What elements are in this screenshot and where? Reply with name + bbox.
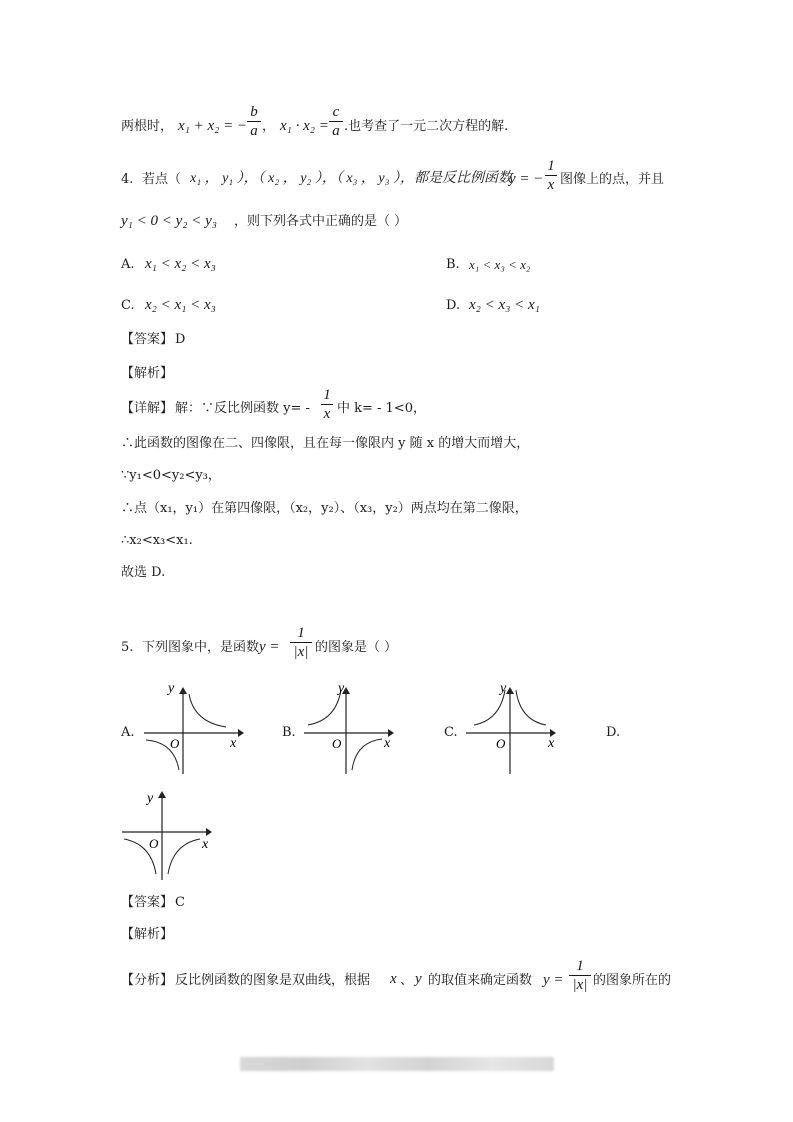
q4-option-a-label: A. xyxy=(121,257,135,272)
q5-fenxi-b: 的取值来确定函数 xyxy=(428,973,533,988)
footer-watermark xyxy=(240,1057,554,1071)
q5-fenxi-sep: 、 xyxy=(400,973,414,988)
q4-function-lhs: y = − xyxy=(509,171,544,187)
q4-points: x₁ ， y₁ ），（ x₂ ， y₂ ），（ x₃ ， y₃ ），都是反比例函数 xyxy=(190,171,512,186)
q5-fenxi-x: x xyxy=(390,971,397,987)
q4-answer-tag: 【答案】 xyxy=(121,332,174,347)
q5-number: 5. xyxy=(121,640,134,655)
graph-a-origin: O xyxy=(170,736,180,751)
q4-function-fraction: 1 x xyxy=(545,158,557,193)
comma: ， xyxy=(262,119,276,134)
graph-c-label: C. xyxy=(444,725,458,740)
q4-option-d-label: D. xyxy=(446,298,461,313)
graph-c xyxy=(462,680,572,775)
fraction-c-over-a: c a xyxy=(329,104,343,139)
q4-detail-b: 中 k= - 1<0， xyxy=(337,401,426,416)
graph-a xyxy=(140,680,250,775)
graph-c-x-label: x xyxy=(548,736,555,751)
line1-suffix: .也考查了一元二次方程的解. xyxy=(344,119,509,134)
q5-fenxi-fraction: 1 |x| xyxy=(569,958,591,993)
q4-line3: ∵y₁<0<y₂<y₃， xyxy=(121,468,221,483)
line1-prefix: 两根时， xyxy=(121,119,174,134)
q4-number: 4. xyxy=(121,172,134,187)
q5-fenxi-c: 的图象所在的 xyxy=(593,973,672,988)
q5-stem-b: 的图象是（ ） xyxy=(315,640,398,655)
q4-detail-fraction: 1 x xyxy=(321,387,333,422)
q4-condition: y₁ < 0 < y₂ < y₃ xyxy=(121,213,217,229)
graph-a-y-label: y xyxy=(168,681,175,696)
q4-option-d: x₂ < x₃ < x₁ xyxy=(469,297,540,313)
q4-stem-a: 若点（ xyxy=(142,172,182,187)
q4-line4: ∴点（x₁，y₁）在第四像限，（x₂，y₂）、（x₃，y₂）两点均在第二像限， xyxy=(121,501,528,516)
q5-answer-tag: 【答案】 xyxy=(121,895,174,910)
graph-b-x-label: x xyxy=(384,736,391,751)
q5-function-fraction: 1 |x| xyxy=(290,625,312,660)
q5-fenxi-y: y xyxy=(415,971,422,987)
graph-d-x-label: x xyxy=(202,837,209,852)
q4-line2: ∴此函数的图像在二、四像限，且在每一像限内 y 随 x 的增大而增大， xyxy=(121,436,530,451)
graph-d-label: D. xyxy=(606,725,621,740)
q5-fenxi-a: 反比例函数的图象是双曲线，根据 xyxy=(175,973,371,988)
graph-a-x-label: x xyxy=(230,736,237,751)
graph-a-label: A. xyxy=(121,725,135,740)
q4-analysis-tag: 【解析】 xyxy=(121,366,174,381)
q4-detail-tag: 【详解】 xyxy=(121,401,174,416)
q4-option-c: x₂ < x₁ < x₃ xyxy=(145,297,216,313)
graph-c-y-label: y xyxy=(500,681,507,696)
graph-b-label: B. xyxy=(282,725,296,740)
q4-answer: D xyxy=(175,332,186,347)
graph-b-y-label: y xyxy=(338,681,345,696)
q4-option-c-label: C. xyxy=(121,298,135,313)
q5-analysis-tag: 【解析】 xyxy=(121,927,174,942)
q4-line6: 故选 D. xyxy=(121,565,166,580)
product-expression: x₁ · x₂ = xyxy=(280,118,329,134)
graph-d xyxy=(118,786,228,881)
graph-d-origin: O xyxy=(149,836,159,851)
q4-option-a: x₁ < x₂ < x₃ xyxy=(145,256,216,272)
q5-answer: C xyxy=(175,895,185,910)
graph-c-origin: O xyxy=(496,736,506,751)
q4-stem-c: ，则下列各式中正确的是（ ） xyxy=(234,214,408,229)
graph-b xyxy=(300,680,410,775)
graph-d-y-label: y xyxy=(147,791,154,806)
q4-detail-a: 解：∵反比例函数 y= - xyxy=(175,401,310,416)
q5-function-lhs: y = xyxy=(259,639,280,655)
q4-stem-b: 图像上的点，并且 xyxy=(560,172,665,187)
q5-stem-a: 下列图象中，是函数 xyxy=(142,640,260,655)
q5-fenxi-lhs: y = xyxy=(543,972,564,988)
graph-b-origin: O xyxy=(332,736,342,751)
q4-option-b: x₁ < x₃ < x₂ xyxy=(469,257,531,272)
q4-option-b-label: B. xyxy=(446,257,460,272)
fraction-b-over-a: b a xyxy=(247,104,261,139)
q5-fenxi-tag: 【分析】 xyxy=(121,973,174,988)
sum-expression: x₁ + x₂ = − xyxy=(178,118,248,134)
q4-line5: ∴x₂<x₃<x₁. xyxy=(121,533,193,548)
